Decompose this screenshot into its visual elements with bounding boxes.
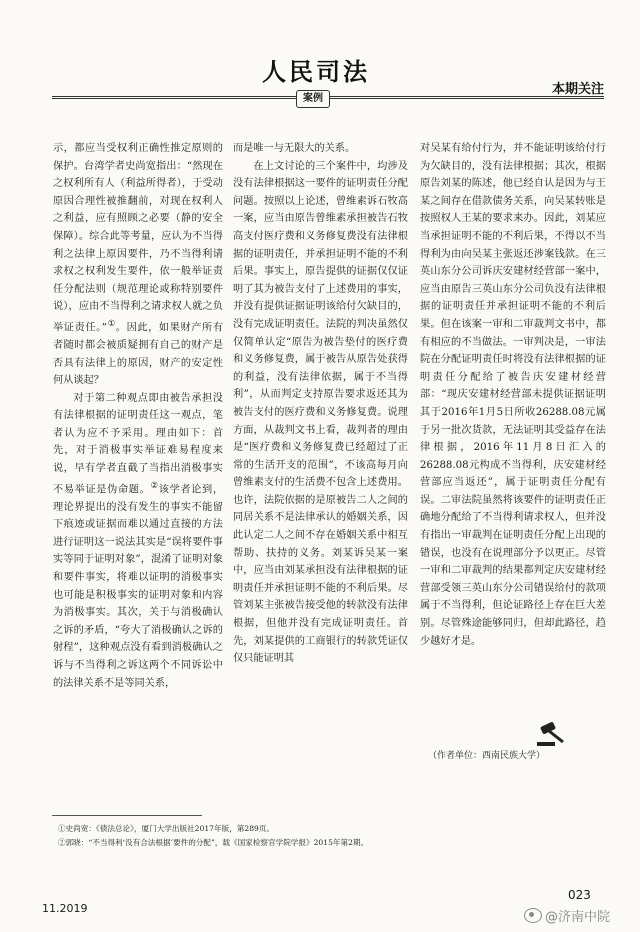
paragraph: 在上文讨论的三个案件中，均涉及没有法律根据这一要件的证明责任分配问题。按照以上论述，曾维素诉石牧高一案，应当由原告曾维素承担被告石牧高支付医疗费和义务修复费没有法律根据的证明责任，并承担证明不能的不利后果。事实上，原告提供的证据仅仅证明了其为被告支付了上述费用的事实，并没有提供证据证明该给付欠缺目的，没有完成证明责任。法院的判决虽然仅仅简单认定“原告为被告垫付的医疗费和义务修复费，属于被告从原告处获得的利益，没有法律依据，属于不当得利”，从而判定支持原告要求返还其为被告支付的医疗费和义务修复费。说理方面，从裁判文书上看，裁判者的理由是“医疗费和义务修复费已经超过了正常的生活开支的范围”，不该高每月向曾维素支付的生活费不包含上述费用。也许，法院依据的是原被告二人之间的同居关系不是法律承认的婚姻关系，因此认定二人之间不存在婚姻关系中相互帮助、扶持的义务。刘某诉吴某一案中，应当由刘某承担没有法律根据的证明责任并承担证明不能的不利后果。尽管刘某主张被告接受他的转款没有法律根据，但他并没有完成证明责任。首先，刘某提供的工商银行的转款凭证仅仅只能证明其	[233, 160, 408, 665]
paragraph: 示，都应当受权利正确性推定原则的保护。台湾学者史尚宽指出：“然现在之权利所有人（利益所得者），于受动原因合理性被推翻前，对现在权利人之利益，应有照顾之必要（静的安全保障）。综合此等考量，应认为不当得利之法律上原因要件，乃不当得利请求权之权利发生要件，依一般举证责任分配法则（规范理论或称特别要件说），应由不当得利之请求权人就之负举证责任。”①。因此，如果财产所有者随时都会被质疑拥有自己的财产是否具有法律上的原因，财产的安定性何从谈起？	[53, 143, 223, 387]
paragraph: 对于第二种观点即由被告承担没有法律根据的证明责任这一观点，笔者认为应不予采用。理由如下：首先，对于消极事实举证难易程度来说，早有学者直截了当指出消极事实不易举证是伪命题。②该学者论到，理论界提出的没有发生的事实不能留下痕迹或证据而难以通过直接的方法进行证明这一说法其实是“误将要件事实等同于证明对象”，混淆了证明对象和要件事实，将难以证明的消极事实也可能是积极事实的证明对象和内容为消极事实。其次，关于与消极确认之诉的矛盾，“夸大了消极确认之诉的射程”，这种观点没有看到消极确认之诉与不当得利之诉这两个不同诉讼中的法律关系不是等同关系，	[53, 392, 223, 689]
author-affiliation: （作者单位：西南民族大学）	[428, 751, 546, 761]
text-column-3	[420, 140, 606, 775]
category-tag: 案例	[296, 90, 330, 108]
magazine-title: 人民司法	[262, 58, 370, 86]
footnotes	[58, 822, 598, 850]
watermark-text: @济南中院	[545, 910, 611, 925]
paragraph: 而是唯一与无限大的关系。	[233, 143, 356, 154]
text-column-2	[233, 140, 408, 775]
footnote-ref: ①	[107, 318, 116, 329]
text-column-1	[53, 140, 223, 775]
paragraph: 对吴某有给付行为，并不能证明该给付行为欠缺目的，没有法律根据；其次，根据原告刘某的陈述，他已经自认是因为与王某之间存在借款债务关系，向吴某转账是按照权人王某的要求来办。因此，刘某应当承担证明不能的不利后果，不得以不当得利为由向吴某主张返还涉案钱款。在三英山东分公司诉庆安建材经营部一案中，应当由原告三英山东分公司负没有法律根据的证明责任并承担证明不能的不利后果。但在该案一审和二审裁判文书中，都有相应的不当做法。一审判决是，一审法院在分配证明责任时将没有法律根据的证明责任分配给了被告庆安建材经营部：“现庆安建材经营部未提供证据证明其于2016年1月5日所收26288.08元属于另一批次货款，无法证明其受益存在法律根据，2016年11月8日汇入的26288.08元构成不当得利，庆安建材经营部应当返还”，属于证明责任分配有误。二审法院虽然将该要件的证明责任正确地分配给了不当得利请求权人，但并没有指出一审裁判在证明责任分配上出现的错误，也没有在说理部分予以更正。尽管一审和二审裁判的结果都判定庆安建材经营部受领三英山东分公司错误给付的款项属于不当得利，但论证路径上存在巨大差别。尽管殊途能够同归，但却此路径，趋少越好才是。	[420, 143, 606, 647]
footnote-ref: ②	[150, 480, 159, 491]
footnote: ①史尚宽：《债法总论》，厦门大学出版社2017年版，第289页。	[58, 824, 275, 833]
watermark	[524, 906, 610, 925]
footnote-rule	[52, 815, 202, 816]
gavel-icon	[535, 722, 569, 748]
issue-number: 11.2019	[42, 902, 88, 915]
footnote: ②郭晓：“不当得利‘没有合法根据’要件的分配”，载《国家检察官学院学报》2015年第2期。	[58, 838, 369, 847]
page-number: 023	[568, 888, 591, 902]
section-label: 本期关注	[551, 82, 604, 97]
weibo-icon	[524, 908, 542, 923]
